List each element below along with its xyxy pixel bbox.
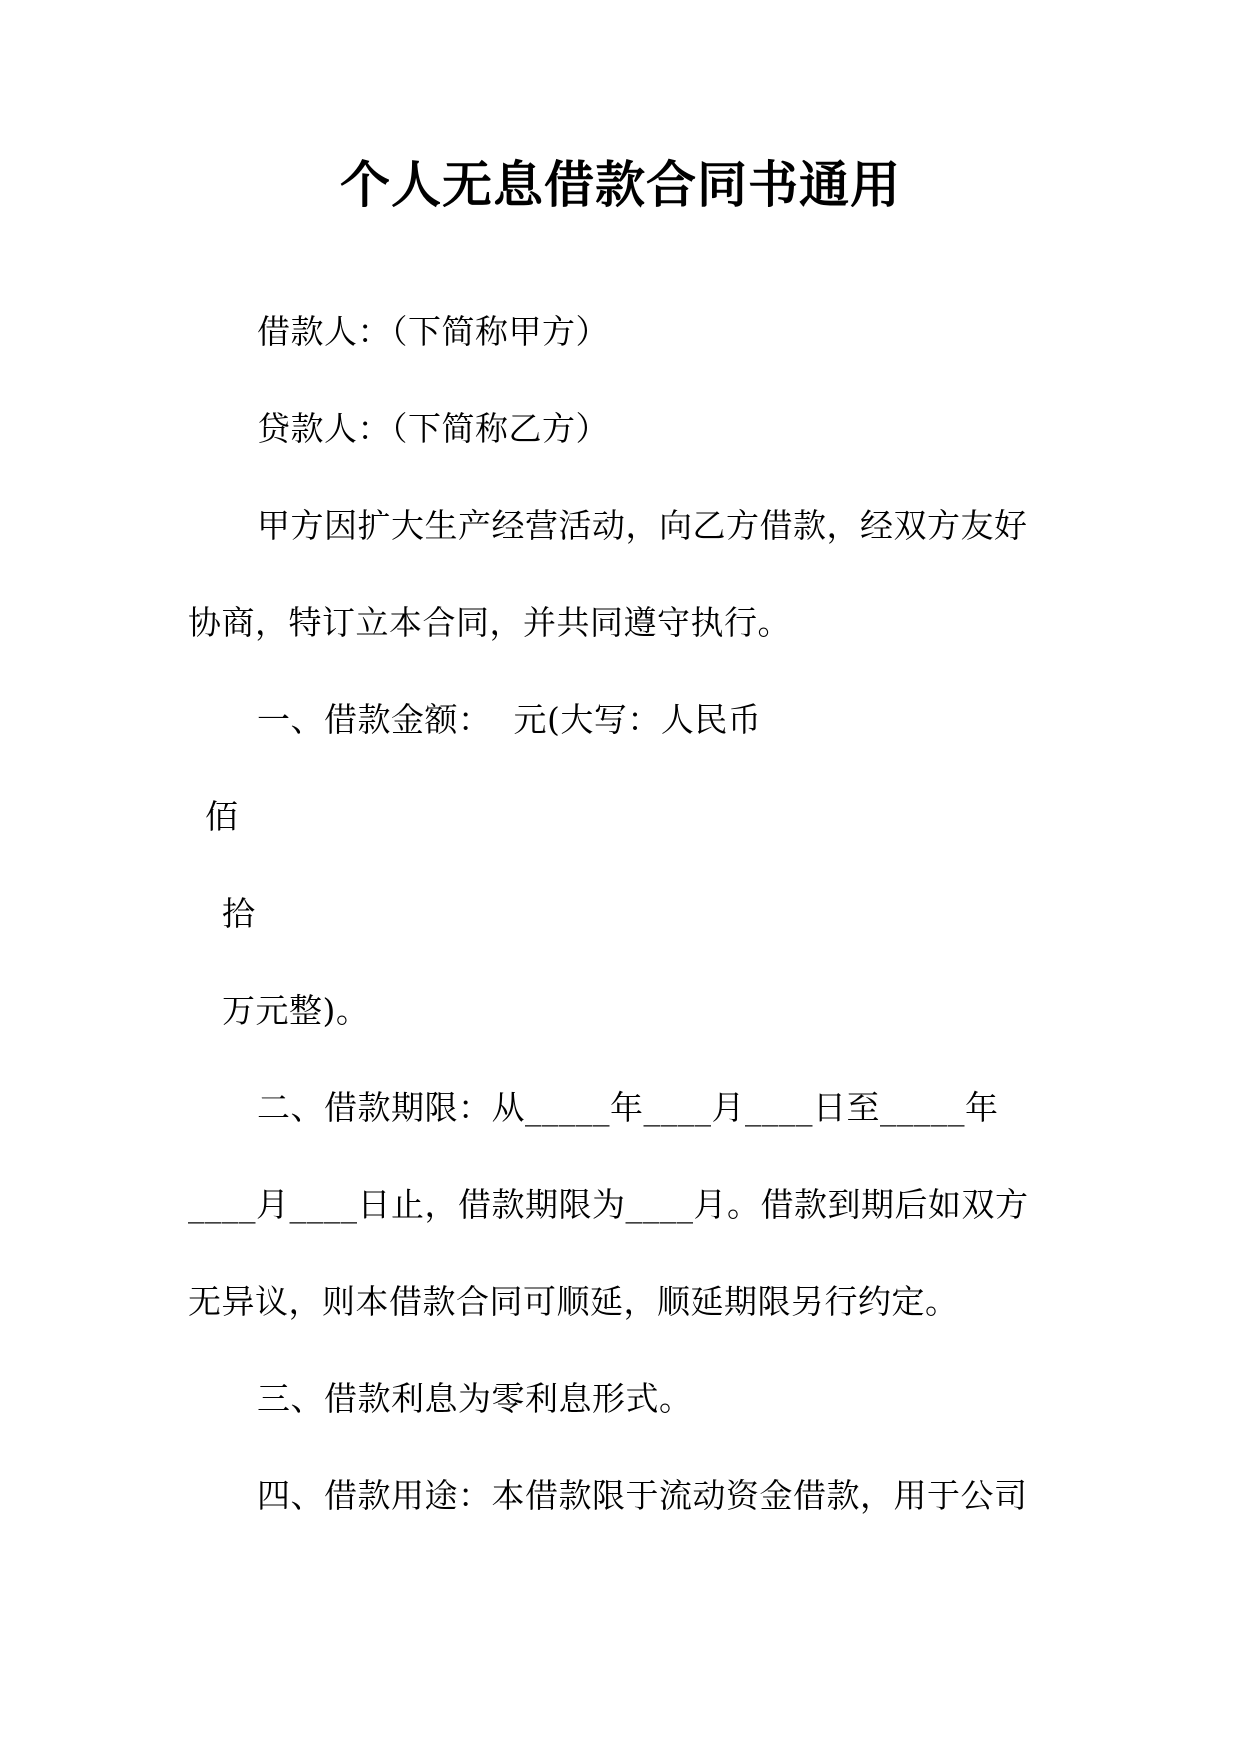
clause-1-amount: 一、借款金额： 元(大写：人民币 xyxy=(257,700,762,739)
clause-1-tens: 拾 xyxy=(222,894,256,933)
preamble-line-1: 甲方因扩大生产经营活动，向乙方借款，经双方友好 xyxy=(257,506,1028,545)
clause-1-hundreds: 佰 xyxy=(205,797,239,836)
clause-1-total: 万元整)。 xyxy=(222,991,370,1030)
clause-2-term-line-1: 二、借款期限：从_____年____月____日至_____年 xyxy=(257,1088,999,1127)
clause-2-term-line-3: 无异议，则本借款合同可顺延，顺延期限另行约定。 xyxy=(188,1282,959,1321)
clause-4-purpose: 四、借款用途：本借款限于流动资金借款，用于公司 xyxy=(257,1476,1028,1515)
clause-3-interest: 三、借款利息为零利息形式。 xyxy=(257,1379,693,1418)
borrower-line: 借款人：（下简称甲方） xyxy=(257,312,609,351)
preamble-line-2: 协商，特订立本合同，并共同遵守执行。 xyxy=(188,603,791,642)
lender-line: 贷款人：（下简称乙方） xyxy=(257,409,609,448)
document-title: 个人无息借款合同书通用 xyxy=(340,155,901,214)
clause-2-term-line-2: ____月____日止，借款期限为____月。借款到期后如双方 xyxy=(188,1185,1029,1224)
